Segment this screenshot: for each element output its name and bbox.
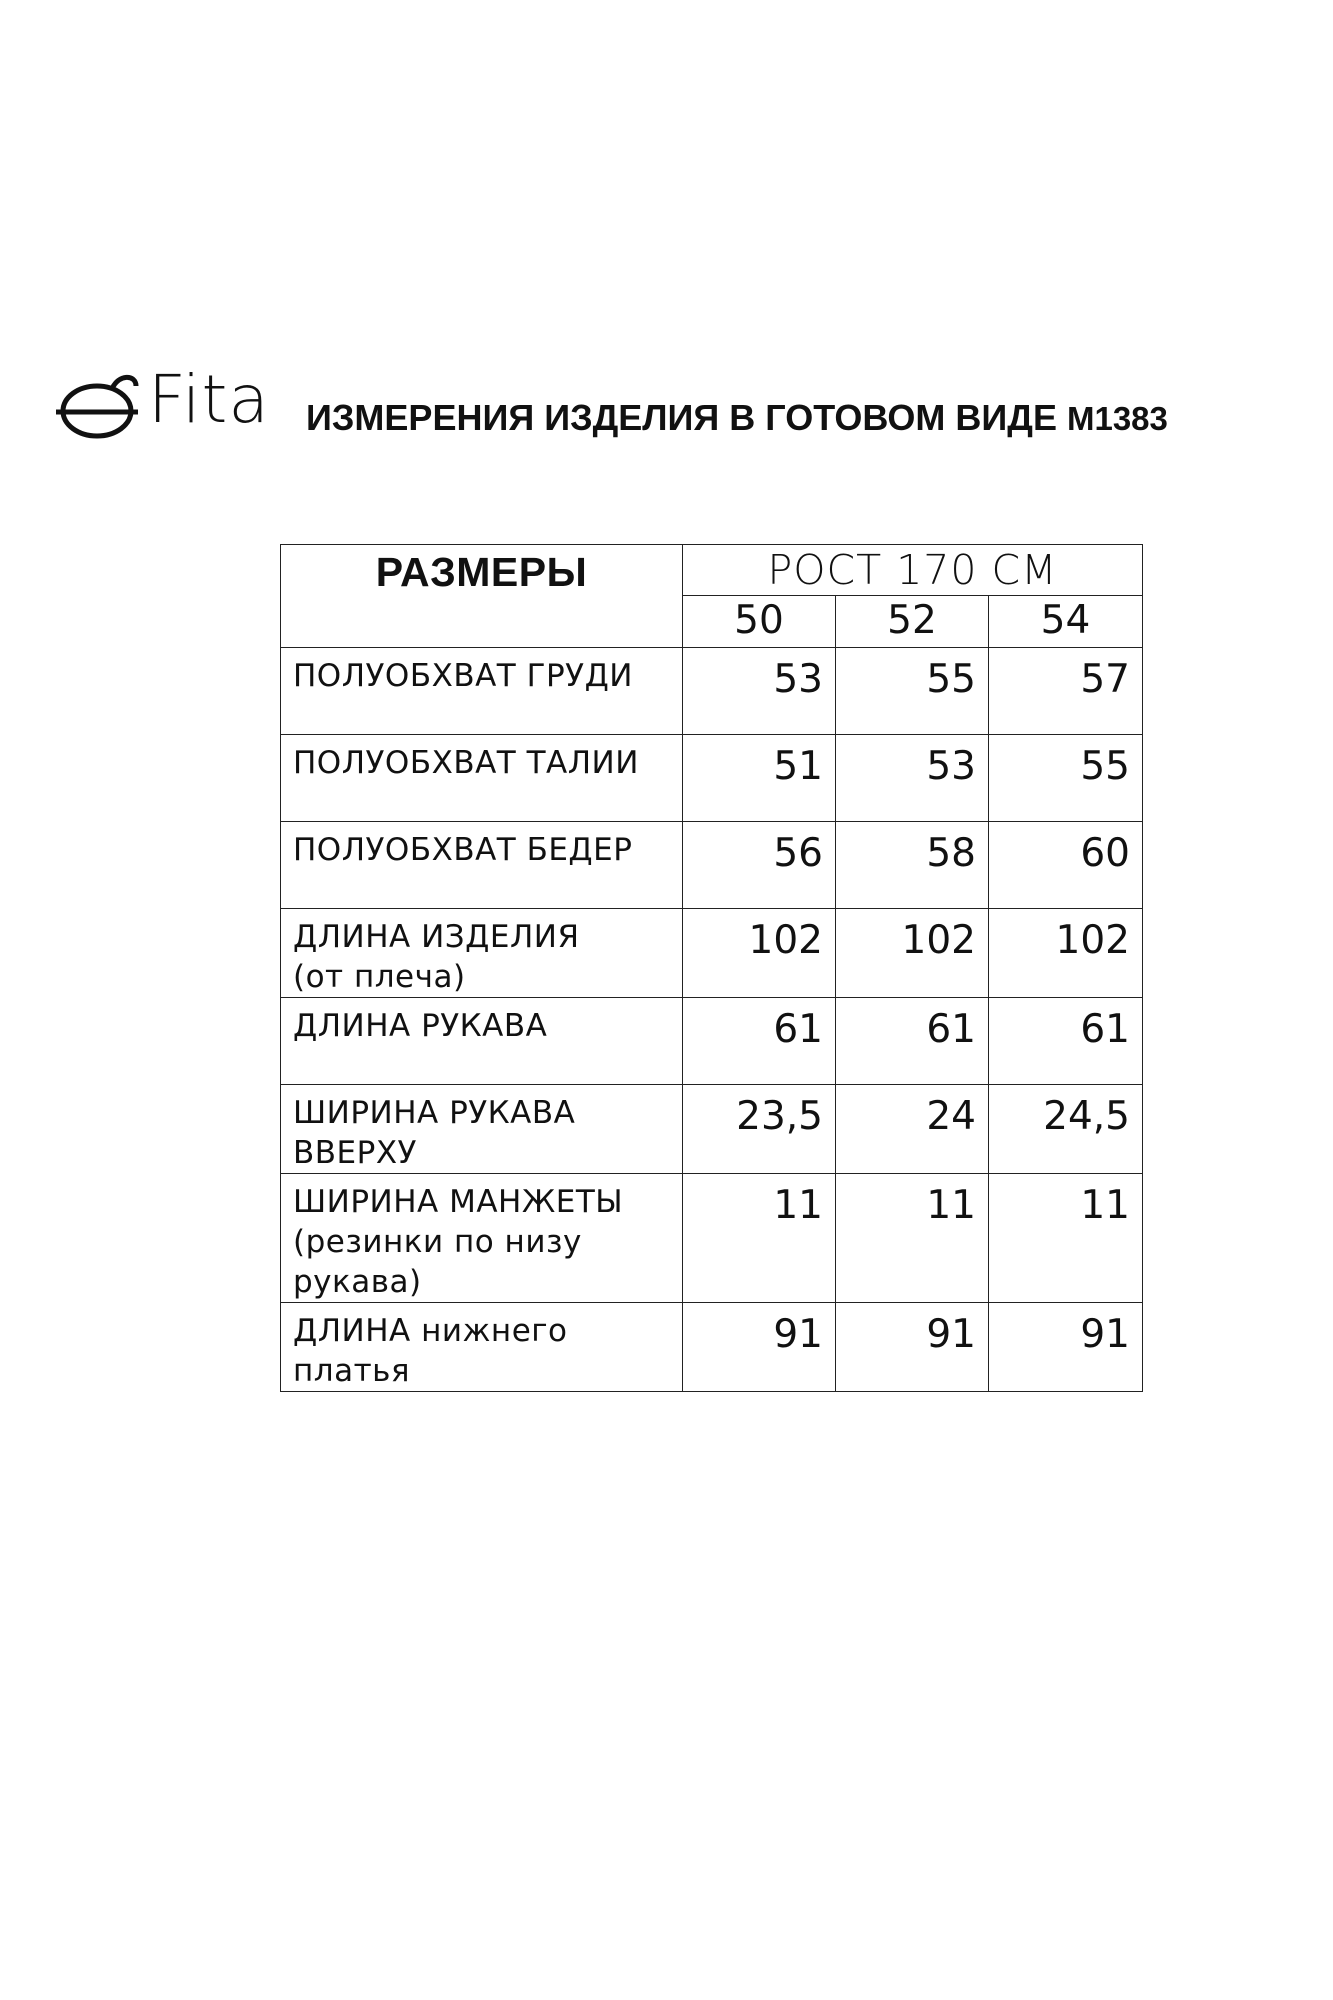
row-label-line: ШИРИНА РУКАВА bbox=[293, 1095, 576, 1131]
row-label-line: ДЛИНА нижнего bbox=[293, 1313, 568, 1349]
measure-value: 91 bbox=[836, 1303, 989, 1392]
measure-value: 55 bbox=[989, 735, 1143, 822]
row-label-line: ВВЕРХУ bbox=[293, 1135, 417, 1171]
measure-value: 24 bbox=[836, 1085, 989, 1174]
table-row bbox=[281, 998, 1143, 1085]
table-row bbox=[281, 909, 1143, 998]
size-header: 54 bbox=[989, 596, 1143, 648]
table-row bbox=[281, 1085, 1143, 1174]
page-title bbox=[306, 396, 1168, 441]
measure-value: 61 bbox=[989, 998, 1143, 1085]
table-row bbox=[281, 1303, 1143, 1392]
row-label-line: (резинки по низу bbox=[293, 1224, 582, 1260]
table-row bbox=[281, 735, 1143, 822]
measure-value: 56 bbox=[683, 822, 836, 909]
sizes-header-cell bbox=[281, 545, 683, 648]
measure-value: 61 bbox=[836, 998, 989, 1085]
table-row bbox=[281, 648, 1143, 735]
row-label: ПОЛУОБХВАТ БЕДЕР bbox=[281, 822, 683, 909]
size-header: 52 bbox=[836, 596, 989, 648]
row-label-line: рукава) bbox=[293, 1264, 422, 1300]
measure-value: 24,5 bbox=[989, 1085, 1143, 1174]
table-row bbox=[281, 1174, 1143, 1303]
height-header: РОСТ 170 СМ bbox=[683, 545, 1143, 596]
measure-value: 53 bbox=[836, 735, 989, 822]
measure-value: 11 bbox=[989, 1174, 1143, 1303]
row-label: ПОЛУОБХВАТ ТАЛИИ bbox=[281, 735, 683, 822]
header-row bbox=[281, 545, 1143, 596]
measure-value: 51 bbox=[683, 735, 836, 822]
brand-logo bbox=[52, 361, 282, 440]
row-label-line: платья bbox=[293, 1353, 411, 1389]
row-label-line: (от плеча) bbox=[293, 959, 466, 995]
measure-value: 102 bbox=[989, 909, 1143, 998]
row-label bbox=[281, 1085, 683, 1174]
title-text: ИЗМЕРЕНИЯ ИЗДЕЛИЯ В ГОТОВОМ ВИДЕ bbox=[306, 397, 1057, 438]
fita-logo-icon bbox=[52, 368, 144, 440]
row-label bbox=[281, 1303, 683, 1392]
sizes-header: РАЗМЕРЫ bbox=[375, 548, 588, 595]
measure-value: 91 bbox=[989, 1303, 1143, 1392]
row-label bbox=[281, 1174, 683, 1303]
row-label bbox=[281, 909, 683, 998]
measure-value: 91 bbox=[683, 1303, 836, 1392]
measure-value: 11 bbox=[683, 1174, 836, 1303]
row-label-line: ШИРИНА МАНЖЕТЫ bbox=[293, 1184, 624, 1220]
row-label: ПОЛУОБХВАТ ГРУДИ bbox=[281, 648, 683, 735]
measure-value: 60 bbox=[989, 822, 1143, 909]
row-label-line: ДЛИНА ИЗДЕЛИЯ bbox=[293, 919, 580, 955]
size-chart-table bbox=[280, 544, 1143, 1392]
model-number: М1383 bbox=[1066, 400, 1168, 437]
row-label: ДЛИНА РУКАВА bbox=[281, 998, 683, 1085]
measure-value: 61 bbox=[683, 998, 836, 1085]
measure-value: 102 bbox=[683, 909, 836, 998]
measure-value: 102 bbox=[836, 909, 989, 998]
measure-value: 57 bbox=[989, 648, 1143, 735]
brand-name: Fita bbox=[148, 361, 270, 438]
size-header: 50 bbox=[683, 596, 836, 648]
table-row bbox=[281, 822, 1143, 909]
measure-value: 23,5 bbox=[683, 1085, 836, 1174]
measure-value: 58 bbox=[836, 822, 989, 909]
measure-value: 11 bbox=[836, 1174, 989, 1303]
measure-value: 55 bbox=[836, 648, 989, 735]
measure-value: 53 bbox=[683, 648, 836, 735]
